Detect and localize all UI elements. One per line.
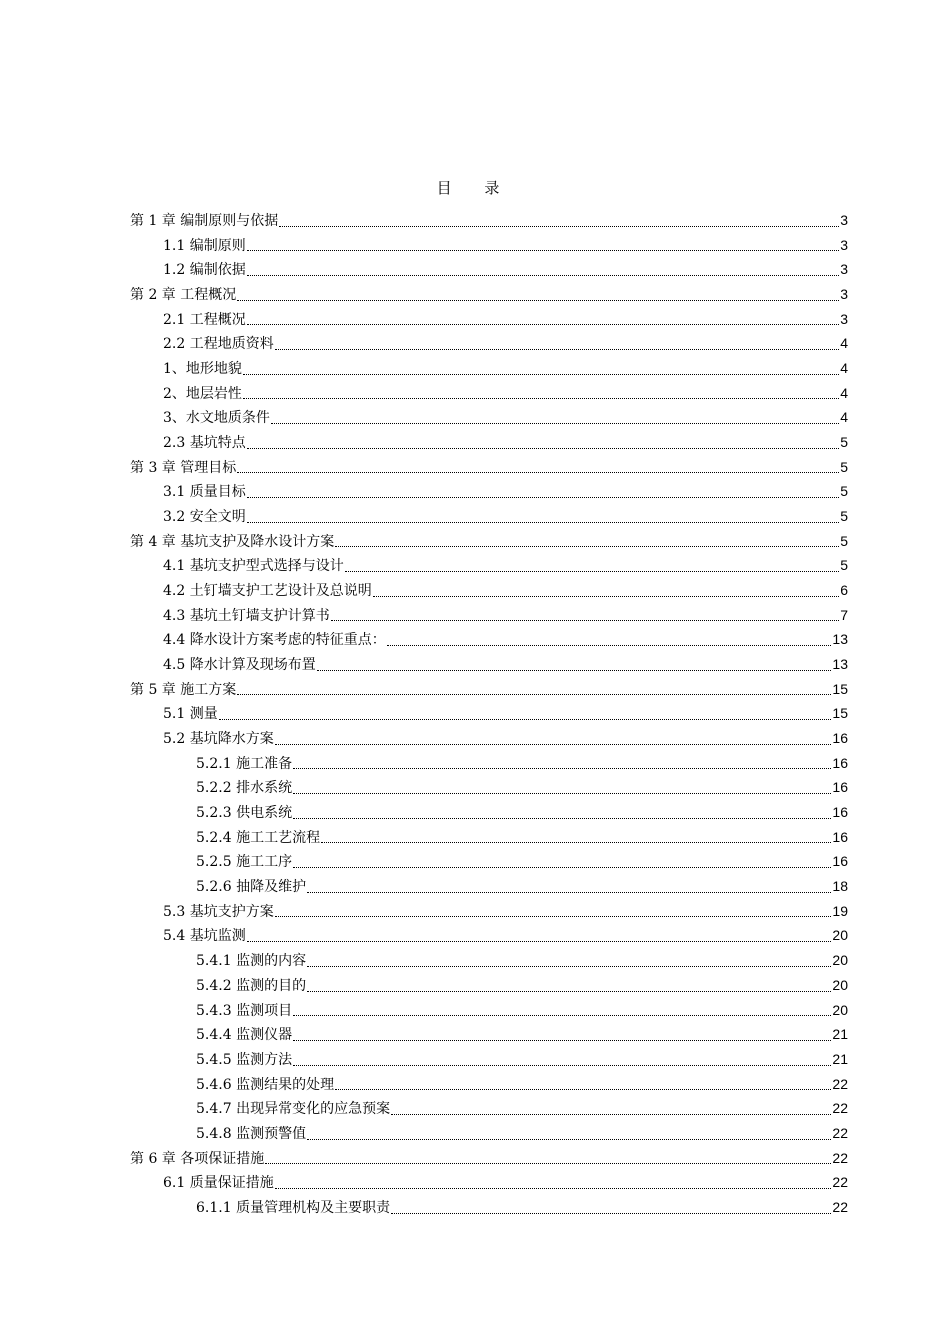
toc-dot-leader: [293, 1064, 831, 1066]
toc-dot-leader: [373, 595, 839, 597]
toc-dot-leader: [293, 817, 831, 819]
toc-dot-leader: [307, 1138, 831, 1140]
toc-dot-leader: [275, 915, 832, 917]
toc-entry[interactable]: [130, 506, 848, 531]
toc-entry[interactable]: [130, 1123, 848, 1148]
toc-entry[interactable]: [130, 975, 848, 1000]
toc-page-number: 20: [832, 927, 848, 944]
toc-page-number: 13: [832, 656, 848, 673]
toc-entry[interactable]: [130, 753, 848, 778]
toc-entry[interactable]: [130, 1024, 848, 1049]
toc-dot-leader: [237, 693, 831, 695]
toc-entry[interactable]: [130, 407, 848, 432]
toc-dot-leader: [265, 1162, 831, 1164]
toc-entry[interactable]: [130, 777, 848, 802]
toc-dot-leader: [247, 447, 839, 449]
toc-page-number: 3: [840, 236, 848, 253]
toc-page-number: 22: [832, 1124, 848, 1141]
toc-page-number: 6: [840, 582, 848, 599]
toc-page-number: 20: [832, 1001, 848, 1018]
toc-dot-leader: [279, 225, 839, 227]
toc-entry-text: 5.2.2 排水系统: [196, 780, 293, 797]
toc-entry[interactable]: [130, 851, 848, 876]
toc-dot-leader: [247, 323, 839, 325]
toc-entry-text: 5.4.4 监测仪器: [196, 1027, 293, 1044]
toc-dot-leader: [391, 1212, 831, 1214]
toc-entry[interactable]: [130, 333, 848, 358]
toc-page-number: 5: [840, 483, 848, 500]
toc-entry[interactable]: [130, 383, 848, 408]
toc-entry[interactable]: [130, 703, 848, 728]
toc-page-number: 16: [832, 779, 848, 796]
toc-page-number: 22: [832, 1174, 848, 1191]
toc-dot-leader: [247, 249, 839, 251]
toc-page-number: 4: [840, 409, 848, 426]
toc-page-number: 22: [832, 1100, 848, 1117]
toc-entry[interactable]: [130, 309, 848, 334]
toc-entry-text: 4.5 降水计算及现场布置: [163, 657, 316, 674]
toc-page-number: 4: [840, 360, 848, 377]
toc-entry[interactable]: [130, 284, 848, 309]
toc-entry[interactable]: [130, 1000, 848, 1025]
toc-entry[interactable]: [130, 481, 848, 506]
toc-dot-leader: [271, 422, 839, 424]
toc-entry-text: 2、地层岩性: [163, 385, 242, 402]
toc-dot-leader: [275, 1187, 832, 1189]
toc-entry[interactable]: [130, 235, 848, 260]
toc-entry-text: 5.4.6 监测结果的处理: [196, 1076, 335, 1093]
toc-entry-text: 2.1 工程概况: [163, 311, 246, 328]
toc-entry[interactable]: [130, 950, 848, 975]
toc-dot-leader: [321, 841, 831, 843]
toc-dot-leader: [307, 990, 831, 992]
toc-entry-text: 5.4.5 监测方法: [196, 1051, 293, 1068]
toc-dot-leader: [247, 274, 839, 276]
toc-page-number: 5: [840, 532, 848, 549]
toc-entry-text: 4.2 土钉墙支护工艺设计及总说明: [163, 583, 372, 600]
toc-page-number: 16: [832, 754, 848, 771]
toc-entry[interactable]: [130, 1197, 848, 1222]
toc-page-number: 5: [840, 557, 848, 574]
toc-dot-leader: [345, 570, 839, 572]
toc-entry-text: 1.1 编制原则: [163, 237, 246, 254]
toc-entry-text: 2.2 工程地质资料: [163, 336, 274, 353]
toc-page-number: 3: [840, 261, 848, 278]
toc-dot-leader: [307, 891, 831, 893]
toc-entry[interactable]: [130, 802, 848, 827]
toc-page-number: 16: [832, 730, 848, 747]
toc-entry[interactable]: [130, 210, 848, 235]
toc-entry-text: 5.4.1 监测的内容: [196, 953, 307, 970]
toc-entry[interactable]: [130, 580, 848, 605]
toc-page-number: 3: [840, 310, 848, 327]
toc-entry[interactable]: [130, 1049, 848, 1074]
toc-entry-text: 6.1 质量保证措施: [163, 1175, 274, 1192]
toc-dot-leader: [237, 471, 839, 473]
toc-entry[interactable]: [130, 925, 848, 950]
toc-entry[interactable]: [130, 679, 848, 704]
toc-dot-leader: [335, 545, 839, 547]
toc-page-number: 3: [840, 212, 848, 228]
toc-dot-leader: [247, 496, 839, 498]
toc-entry-text: 5.2.3 供电系统: [196, 805, 293, 822]
toc-page-number: 7: [840, 606, 848, 623]
toc-page-number: 19: [832, 902, 848, 919]
toc-entry[interactable]: [130, 457, 848, 482]
toc-page-number: 21: [832, 1050, 848, 1067]
toc-entry-text: 第 6 章 各项保证措施: [130, 1150, 265, 1167]
toc-dot-leader: [237, 299, 839, 301]
toc-page-number: 4: [840, 335, 848, 352]
toc-page-number: 16: [832, 853, 848, 870]
toc-entry[interactable]: [130, 531, 848, 556]
toc-entry[interactable]: [130, 1074, 848, 1099]
toc-entry-text: 5.2.1 施工准备: [196, 755, 293, 772]
toc-entry-text: 5.4.7 出现异常变化的应急预案: [196, 1101, 391, 1118]
toc-dot-leader: [219, 718, 832, 720]
toc-page-number: 15: [832, 680, 848, 697]
toc-entry-text: 4.4 降水设计方案考虑的特征重点：: [163, 632, 386, 649]
toc-dot-leader: [293, 866, 831, 868]
toc-dot-leader: [293, 1014, 831, 1016]
toc-dot-leader: [293, 767, 831, 769]
toc-dot-leader: [275, 348, 839, 350]
toc-dot-leader: [335, 1088, 831, 1090]
toc-entry[interactable]: [130, 827, 848, 852]
toc-entry-text: 5.3 基坑支护方案: [163, 903, 274, 920]
toc-entry-text: 1.2 编制依据: [163, 262, 246, 279]
toc-page-number: 4: [840, 384, 848, 401]
toc-page-number: 20: [832, 976, 848, 993]
toc-entry-text: 3、水文地质条件: [163, 410, 270, 427]
toc-dot-leader: [293, 792, 831, 794]
toc-entry[interactable]: [130, 1172, 848, 1197]
toc-entry[interactable]: [130, 432, 848, 457]
toc-entry-text: 第 1 章 编制原则与依据: [130, 213, 279, 229]
toc-page-number: 22: [832, 1149, 848, 1166]
toc-entry-text: 5.1 测量: [163, 706, 218, 723]
toc-page-number: 5: [840, 434, 848, 451]
toc-page-number: 20: [832, 952, 848, 969]
toc-entry-text: 5.4.8 监测预警值: [196, 1125, 307, 1142]
toc-entry-text: 第 2 章 工程概况: [130, 287, 237, 304]
toc-entry-text: 4.1 基坑支护型式选择与设计: [163, 558, 344, 575]
toc-dot-leader: [391, 1113, 831, 1115]
toc-page-number: 15: [832, 705, 848, 722]
toc-entry-text: 4.3 基坑土钉墙支护计算书: [163, 607, 330, 624]
toc-entry-text: 5.2.5 施工工序: [196, 854, 293, 871]
toc-page-number: 3: [840, 286, 848, 303]
toc-entry[interactable]: [130, 1148, 848, 1173]
toc-entry-text: 5.4.3 监测项目: [196, 1002, 293, 1019]
toc-dot-leader: [317, 669, 832, 671]
toc-page-number: 13: [832, 631, 848, 648]
toc-dot-leader: [243, 373, 839, 375]
toc-page-number: 5: [840, 458, 848, 475]
toc-dot-leader: [247, 940, 832, 942]
toc-dot-leader: [243, 397, 839, 399]
toc-entry[interactable]: [130, 555, 848, 580]
toc-page-number: 5: [840, 508, 848, 525]
toc-entry[interactable]: [130, 259, 848, 284]
toc-dot-leader: [307, 965, 831, 967]
toc-entry-text: 5.2.6 抽降及维护: [196, 879, 307, 896]
toc-dot-leader: [331, 619, 839, 621]
toc-entry-text: 1、地形地貌: [163, 361, 242, 378]
table-of-contents: [130, 210, 848, 1222]
toc-entry-text: 5.4 基坑监测: [163, 928, 246, 945]
toc-entry[interactable]: [130, 629, 848, 654]
toc-entry-text: 5.4.2 监测的目的: [196, 977, 307, 994]
toc-dot-leader: [387, 644, 832, 646]
toc-page-number: 16: [832, 828, 848, 845]
toc-entry-text: 第 3 章 管理目标: [130, 459, 237, 476]
toc-entry[interactable]: [130, 901, 848, 926]
toc-entry-text: 3.2 安全文明: [163, 509, 246, 526]
toc-entry-text: 5.2 基坑降水方案: [163, 731, 274, 748]
toc-entry[interactable]: [130, 728, 848, 753]
toc-entry-text: 5.2.4 施工工艺流程: [196, 829, 321, 846]
toc-entry-text: 第 5 章 施工方案: [130, 681, 237, 698]
toc-entry[interactable]: [130, 1098, 848, 1123]
toc-page-number: 18: [832, 878, 848, 895]
toc-page-number: 16: [832, 804, 848, 821]
toc-dot-leader: [247, 521, 839, 523]
toc-dot-leader: [293, 1039, 831, 1041]
toc-entry[interactable]: [130, 358, 848, 383]
toc-page-number: 22: [832, 1198, 848, 1215]
toc-entry-text: 第 4 章 基坑支护及降水设计方案: [130, 533, 335, 550]
toc-page-number: 22: [832, 1075, 848, 1092]
toc-entry-text: 3.1 质量目标: [163, 484, 246, 501]
toc-dot-leader: [275, 743, 832, 745]
toc-entry[interactable]: [130, 654, 848, 679]
toc-entry[interactable]: [130, 605, 848, 630]
toc-title: 目 录: [436, 179, 514, 197]
toc-entry-text: 2.3 基坑特点: [163, 435, 246, 452]
toc-page-number: 21: [832, 1026, 848, 1043]
toc-entry[interactable]: [130, 876, 848, 901]
toc-entry-text: 6.1.1 质量管理机构及主要职责: [196, 1199, 391, 1216]
